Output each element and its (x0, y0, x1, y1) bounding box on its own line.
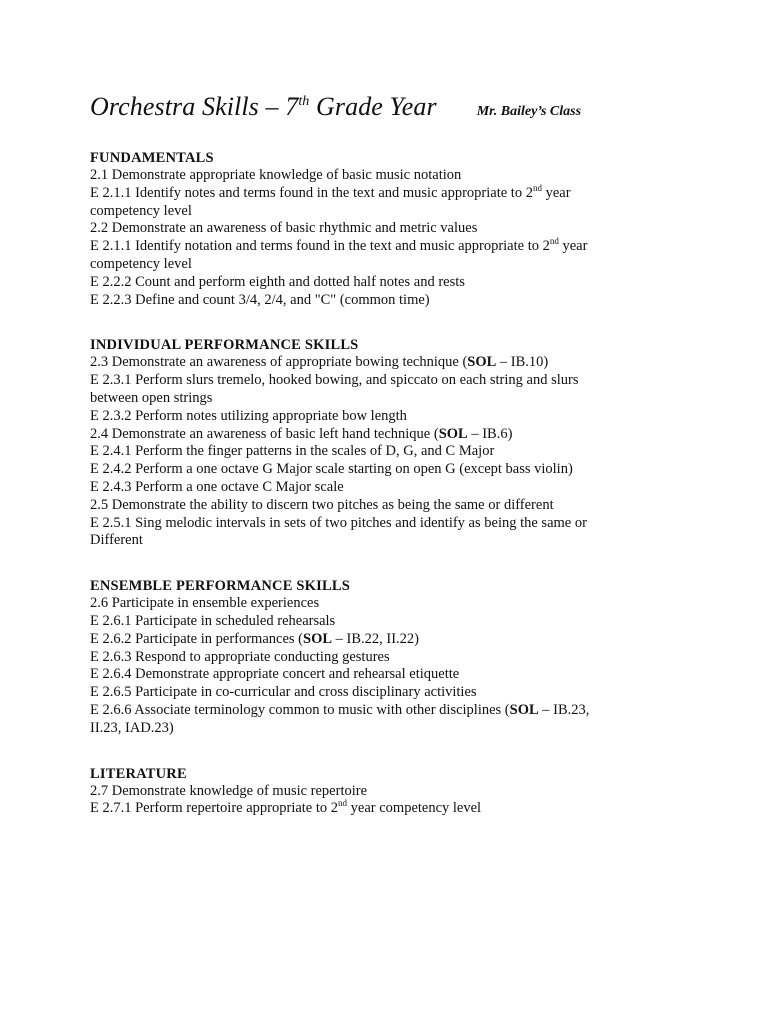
standard-line: E 2.6.4 Demonstrate appropriate concert and rehearsal etiquette (90, 666, 460, 683)
standard-line: E 2.6.2 Participate in performances (SOL – IB.22, II.22) (90, 630, 420, 647)
section-individual-performance (90, 336, 730, 550)
standard-line: 2.7 Demonstrate knowledge of music repertoire (90, 782, 368, 799)
standard-line: 2.5 Demonstrate the ability to discern two pitches as being the same or different (90, 496, 554, 513)
document-page (90, 92, 730, 818)
standard-line: E 2.3.1 Perform slurs tremelo, hooked bowing, and spiccato on each string and slurs between open strings (90, 372, 579, 406)
standard-line: E 2.2.3 Define and count 3/4, 2/4, and "C" (common time) (90, 291, 430, 308)
section-fundamentals (90, 149, 730, 309)
section-ensemble-performance (90, 577, 730, 737)
standard-line: E 2.6.1 Participate in scheduled rehearsals (90, 612, 336, 629)
standard-line: 2.6 Participate in ensemble experiences (90, 595, 320, 612)
standard-line: E 2.6.5 Participate in co-curricular and cross disciplinary activities (90, 684, 477, 701)
standard-line: 2.1 Demonstrate appropriate knowledge of basic music notation (90, 167, 462, 183)
standard-line: E 2.2.2 Count and perform eighth and dotted half notes and rests (90, 273, 465, 290)
standard-line: E 2.7.1 Perform repertoire appropriate to 2nd year competency level (90, 798, 482, 817)
section-heading: ENSEMBLE PERFORMANCE SKILLS (90, 578, 350, 595)
standard-line: E 2.6.3 Respond to appropriate conducting gestures (90, 648, 390, 665)
standard-line: E 2.1.1 Identify notes and terms found in the text and music appropriate to 2nd year competency level (90, 182, 571, 219)
section-heading: FUNDAMENTALS (90, 150, 214, 166)
standard-line: 2.3 Demonstrate an awareness of appropriate bowing technique (SOL – IB.10) (90, 354, 549, 371)
section-heading: LITERATURE (90, 765, 187, 782)
standard-line: E 2.4.1 Perform the finger patterns in the scales of D, G, and C Major (90, 443, 495, 460)
document-header (90, 92, 730, 122)
class-name: Mr. Bailey’s Class (476, 104, 582, 119)
standard-line: E 2.5.1 Sing melodic intervals in sets of two pitches and identify as being the same or Different (90, 514, 587, 549)
standard-line: E 2.6.6 Associate terminology common to music with other disciplines (SOL – IB.23, II.23, IAD.23) (90, 701, 590, 736)
document-title: Orchestra Skills – 7th Grade Year (90, 92, 437, 121)
standard-line: E 2.4.2 Perform a one octave G Major scale starting on open G (except bass violin) (90, 461, 573, 478)
standard-line: 2.2 Demonstrate an awareness of basic rhythmic and metric values (90, 220, 478, 237)
section-heading: INDIVIDUAL PERFORMANCE SKILLS (90, 337, 359, 354)
standard-line: E 2.3.2 Perform notes utilizing appropriate bow length (90, 407, 407, 424)
section-literature (90, 765, 730, 819)
standard-line: E 2.1.1 Identify notation and terms found in the text and music appropriate to 2nd year competency level (90, 236, 588, 272)
standard-line: 2.4 Demonstrate an awareness of basic left hand technique (SOL – IB.6) (90, 425, 513, 442)
standard-line: E 2.4.3 Perform a one octave C Major scale (90, 478, 344, 495)
